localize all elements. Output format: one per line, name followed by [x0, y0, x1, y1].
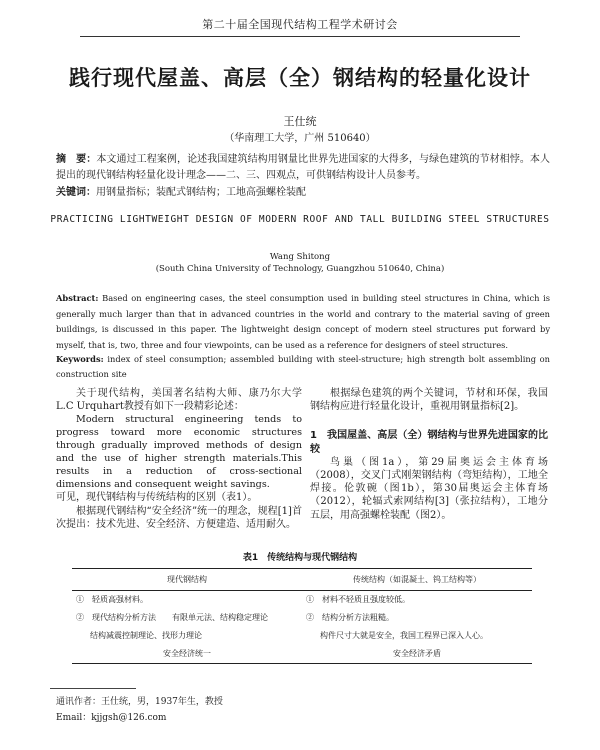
body-paragraph: 根据现代钢结构“安全经济”统一的理念，规程[1]首次提出：技术先进、安全经济、方便建造、适用耐久。 [56, 505, 302, 530]
body-right-column [310, 387, 548, 522]
author-en: Wang Shitong [269, 252, 331, 262]
author-cn: 王仕统 [283, 115, 317, 128]
keywords-text-cn: 用钢量指标；装配式钢结构；工地高强螺栓装配 [96, 187, 306, 198]
abstract-en [56, 291, 550, 353]
table-cell: 结构减震控制理论、找形力理论 [90, 631, 202, 640]
table-cell: 安全经济统一 [72, 645, 302, 664]
keywords-text-en: index of steel consumption; assembled building with steel-structure; high strength bolt assembling on construction site [56, 354, 551, 379]
body-paragraph: 可见，现代钢结构与传统结构的区别（表1）。 [56, 492, 258, 504]
table-row [72, 591, 532, 610]
table-cell: ② 结构分析方法粗糙。 [306, 613, 394, 622]
paper-title-cn: 践行现代屋盖、高层（全）钢结构的轻量化设计 [69, 66, 531, 90]
table-cell: ② 现代结构分析方法 有限单元法、结构稳定理论 [76, 613, 268, 622]
table-header-right: 传统结构（如混凝土、钨工结构等） [302, 569, 532, 591]
table-cell: 构件尺寸大就是安全，我国工程界已深入人心。 [320, 631, 488, 640]
table-header-row [72, 569, 532, 591]
abstract-text-cn: 本文通过工程案例，论述我国建筑结构用钢量比世界先进国家的大得多，与绿色建筑的节材相悖。本人提出的现代钢结构轻量化设计理念——二、三、四观点，可供钢结构设计人员参考。 [56, 154, 551, 181]
affiliation-en: (South China University of Technology, Guangzhou 510640, China) [155, 264, 445, 274]
table-cell: 安全经济矛盾 [302, 645, 532, 664]
table-row [72, 645, 532, 664]
footnote-rule [50, 688, 136, 689]
header-rule [80, 36, 520, 37]
keywords-en [56, 352, 550, 382]
table-caption: 表1 传统结构与现代钢结构 [242, 553, 358, 563]
body-left-column [56, 387, 302, 531]
abstract-label-cn: 摘 要： [56, 154, 97, 165]
abstract-cn [56, 152, 550, 184]
table-cell: ① 轻质高强材料。 [76, 595, 148, 604]
table-cell: ① 材料不轻质且强度较低。 [306, 595, 410, 604]
section-heading: 1 我国屋盖、高层（全）钢结构与世界先进国家的比较 [310, 430, 548, 455]
footnote-email: Email：kjjgsh@126.com [56, 713, 167, 723]
table-row [72, 627, 532, 645]
abstract-label-en: Abstract: [56, 293, 99, 303]
body-paragraph: 根据绿色建筑的两个关键词，节材和环保，我国钢结构应进行轻量化设计，重视用钢量指标[2]。 [310, 388, 548, 413]
body-paragraph: 关于现代结构，美国著名结构大师、康乃尔大学L.C Urquhart教授有如下一段精彩论述： [56, 388, 302, 413]
table-row [72, 609, 532, 627]
table-header-left: 现代钢结构 [72, 569, 302, 591]
urquhart-quote: Modern structural engineering tends to progress toward more economic structures through gradually improved methods of design and the use of higher strength materials.This results in a reduction of cross-sectional dimensions and consequent weight savings. [56, 414, 302, 491]
affiliation-cn: （华南理工大学，广州 510640） [224, 133, 376, 144]
abstract-text-en: Based on engineering cases, the steel consumption used in building steel structures in China, which is generally much larger than that in advanced countries in the world and contrary to the material saving of green buildings, is discussed in this paper. The lightweight design concept of modern steel structures put forward by myself, that is, two, three and four viewpoints, can be used as a reference for designers of steel structures. [56, 293, 551, 350]
footnote-author: 通讯作者：王仕统，男，1937年生，教授 [56, 697, 223, 707]
keywords-label-en: Keywords: [56, 354, 104, 364]
paper-title-en: PRACTICING LIGHTWEIGHT DESIGN OF MODERN ROOF AND TALL BUILDING STEEL STRUCTURES [50, 214, 550, 225]
keywords-cn [56, 186, 550, 200]
keywords-label-cn: 关键词： [56, 187, 96, 198]
comparison-table [72, 568, 532, 664]
body-paragraph: 鸟巢（图1a），第29届奥运会主体育场（2008），交叉门式刚架钢结构（弯矩结构），工地全焊接。伦敦碗（图1b），第30届奥运会主体育场（2012），轮辐式索网结构[3]（张拉结构），工地分五层，用高强螺栓装配（图2）。 [310, 456, 548, 521]
running-head: 第二十届全国现代结构工程学术研讨会 [202, 18, 398, 31]
